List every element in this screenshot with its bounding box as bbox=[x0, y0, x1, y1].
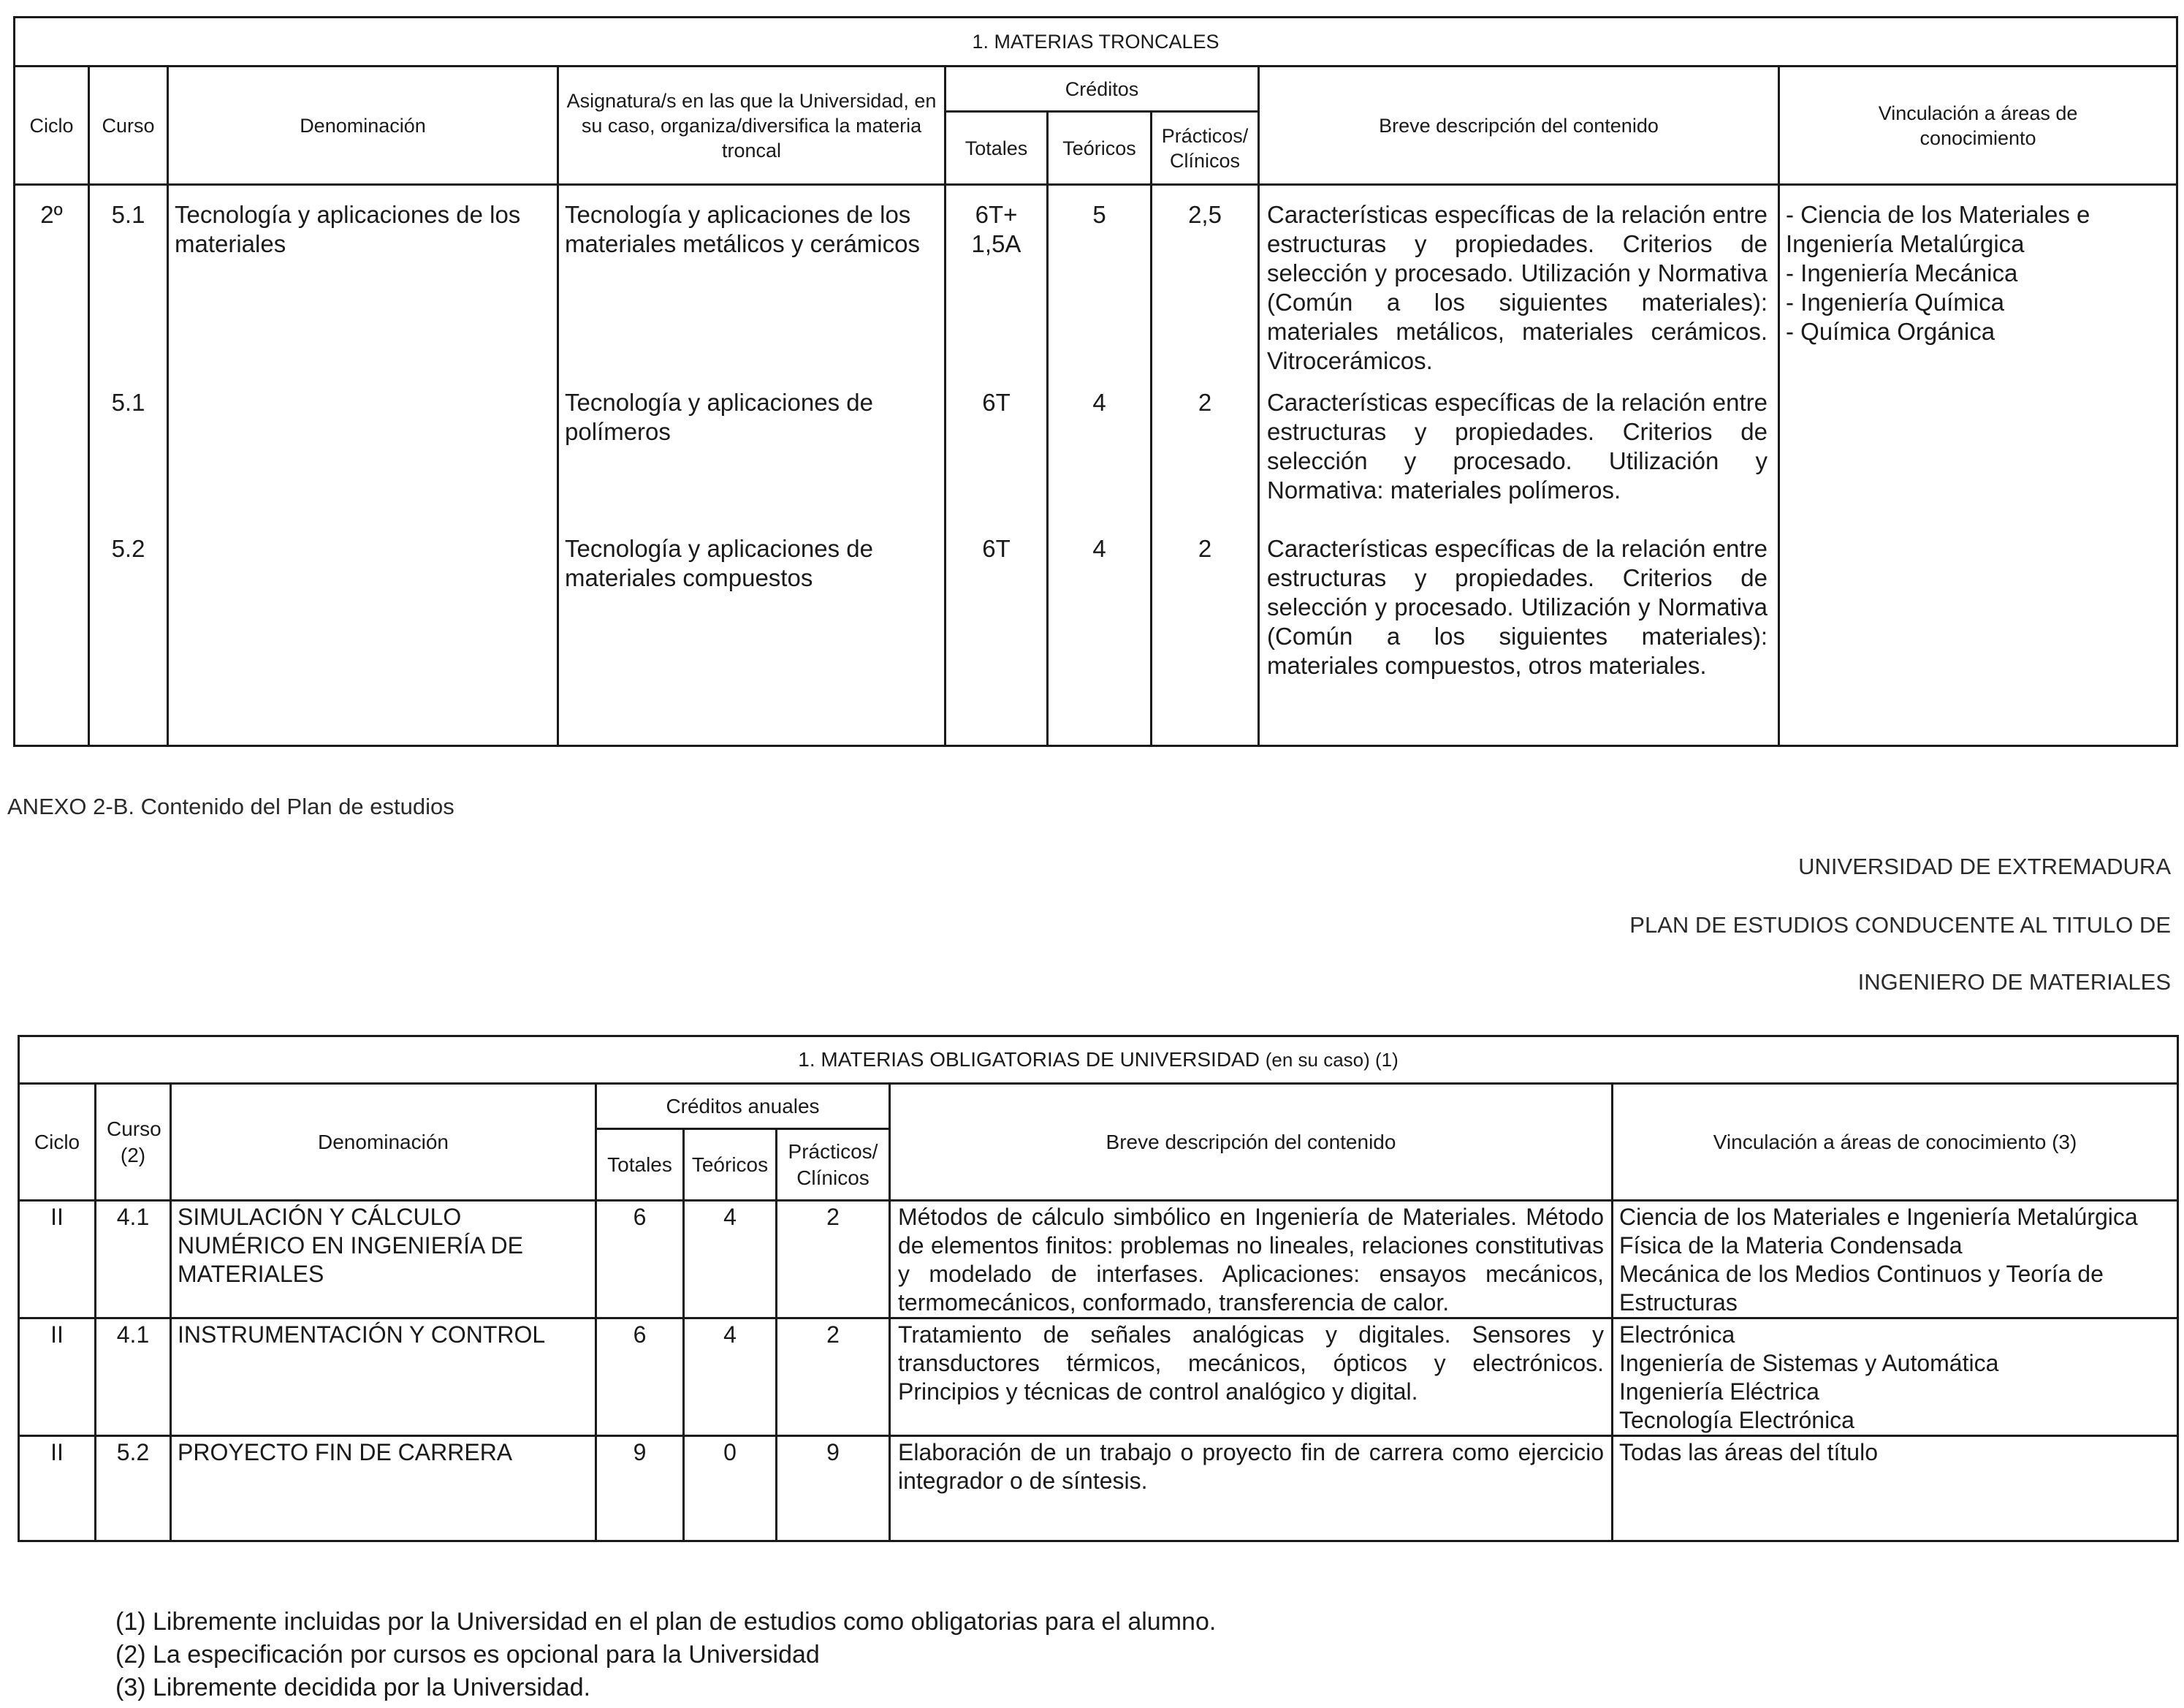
row-curso: 5.2 bbox=[96, 1436, 171, 1541]
row-denominacion bbox=[168, 388, 558, 534]
area-item: Todas las áreas del título bbox=[1619, 1439, 1878, 1465]
totales-line: 6T bbox=[982, 534, 1011, 562]
area-item: - Química Orgánica bbox=[1786, 318, 1995, 345]
header-descripcion: Breve descripción del contenido bbox=[1259, 67, 1779, 185]
header-denominacion: Denominación bbox=[171, 1084, 596, 1201]
row-denominacion: Tecnología y aplicaciones de los materiales bbox=[168, 185, 558, 388]
totales-line: 6T bbox=[982, 388, 1011, 416]
row-teoricos: 4 bbox=[1048, 534, 1152, 746]
table-row bbox=[15, 388, 2177, 534]
header-vinculacion: Vinculación a áreas de conocimiento bbox=[1779, 67, 2177, 185]
plan-title: PLAN DE ESTUDIOS CONDUCENTE AL TITULO DE bbox=[1629, 912, 2171, 938]
row-curso: 5.2 bbox=[89, 534, 168, 746]
table-row bbox=[19, 1318, 2178, 1436]
area-item: Tecnología Electrónica bbox=[1619, 1407, 1854, 1433]
row-vinculacion bbox=[1779, 185, 2177, 388]
row-totales bbox=[945, 388, 1048, 534]
row-vinculacion bbox=[1613, 1201, 2178, 1318]
totales-line: 6T+ bbox=[975, 201, 1018, 228]
row-denominacion: SIMULACIÓN Y CÁLCULO NUMÉRICO EN INGENIERÍA DE MATERIALES bbox=[171, 1201, 596, 1318]
row-descripcion: Características específicas de la relación entre estructuras y propiedades. Criterios de selección y procesado. Utilización y Normativa (Común a los siguientes materiales): materiales metálicos, materiales cerámicos. Vitrocerámicos. bbox=[1259, 185, 1779, 388]
degree-title: INGENIERO DE MATERIALES bbox=[1857, 969, 2171, 995]
row-totales bbox=[945, 534, 1048, 746]
row-totales: 6 bbox=[596, 1201, 684, 1318]
header-descripcion: Breve descripción del contenido bbox=[890, 1084, 1613, 1201]
header-curso: Curso (2) bbox=[96, 1084, 171, 1201]
area-item: Ingeniería Eléctrica bbox=[1619, 1378, 1819, 1405]
header-denominacion: Denominación bbox=[168, 67, 558, 185]
footnote-1: (1) Libremente incluidas por la Universidad en el plan de estudios como obligatorias para el alumno. bbox=[115, 1608, 1217, 1636]
row-vinculacion bbox=[1613, 1436, 2178, 1541]
materias-troncales-table bbox=[13, 16, 2178, 747]
row-teoricos: 0 bbox=[684, 1436, 777, 1541]
table-row bbox=[19, 1201, 2178, 1318]
table2-title bbox=[19, 1036, 2178, 1084]
header-totales: Totales bbox=[596, 1129, 684, 1201]
header-teoricos: Teóricos bbox=[1048, 112, 1152, 185]
row-practicos: 9 bbox=[777, 1436, 890, 1541]
row-descripcion: Características específicas de la relación entre estructuras y propiedades. Criterios de selección y procesado. Utilización y Normativa: materiales polímeros. bbox=[1259, 388, 1779, 534]
header-curso: Curso bbox=[89, 67, 168, 185]
materias-obligatorias-table bbox=[18, 1035, 2179, 1542]
row-asignatura: Tecnología y aplicaciones de los materiales metálicos y cerámicos bbox=[558, 185, 945, 388]
row-ciclo: II bbox=[19, 1436, 96, 1541]
header-totales: Totales bbox=[945, 112, 1048, 185]
row-vinculacion bbox=[1779, 534, 2177, 746]
row-descripcion: Tratamiento de señales analógicas y digitales. Sensores y transductores térmicos, mecánicos, ópticos y electrónicos. Principios y técnicas de control analógico y digital. bbox=[890, 1318, 1613, 1436]
row-practicos: 2,5 bbox=[1152, 185, 1259, 388]
row-totales bbox=[945, 185, 1048, 388]
header-practicos: Prácticos/ Clínicos bbox=[1152, 112, 1259, 185]
row-vinculacion bbox=[1613, 1318, 2178, 1436]
row-practicos: 2 bbox=[1152, 534, 1259, 746]
area-item: Física de la Materia Condensada bbox=[1619, 1232, 1963, 1259]
table-row bbox=[19, 1436, 2178, 1541]
row-asignatura: Tecnología y aplicaciones de materiales compuestos bbox=[558, 534, 945, 746]
area-item: Electrónica bbox=[1619, 1321, 1735, 1348]
table-row bbox=[15, 534, 2177, 746]
area-item: Ciencia de los Materiales e Ingeniería Metalúrgica bbox=[1619, 1204, 2138, 1230]
row-ciclo bbox=[15, 534, 89, 746]
row-teoricos: 4 bbox=[1048, 388, 1152, 534]
header-creditos-anuales: Créditos anuales bbox=[596, 1084, 890, 1129]
row-teoricos: 5 bbox=[1048, 185, 1152, 388]
area-item: - Ingeniería Mecánica bbox=[1786, 259, 2018, 286]
table1-title: 1. MATERIAS TRONCALES bbox=[15, 18, 2177, 67]
annex-label: ANEXO 2-B. Contenido del Plan de estudios bbox=[7, 794, 454, 819]
row-asignatura: Tecnología y aplicaciones de polímeros bbox=[558, 388, 945, 534]
table2-title-suffix: (en su caso) (1) bbox=[1265, 1049, 1399, 1071]
row-descripcion: Métodos de cálculo simbólico en Ingeniería de Materiales. Método de elementos finitos: problemas no lineales, relaciones constitutivas y modelado de interfases. Aplicaciones: ensayos mecánicos, termomecánicos, conformado, transferencia de calor. bbox=[890, 1201, 1613, 1318]
row-ciclo: II bbox=[19, 1201, 96, 1318]
area-item: Ingeniería de Sistemas y Automática bbox=[1619, 1350, 1999, 1376]
header-vinculacion: Vinculación a áreas de conocimiento (3) bbox=[1613, 1084, 2178, 1201]
area-item: Mecánica de los Medios Continuos y Teoría de Estructuras bbox=[1619, 1261, 2104, 1316]
footnote-3: (3) Libremente decidida por la Universidad. bbox=[115, 1674, 591, 1701]
header-creditos: Créditos bbox=[945, 67, 1259, 112]
row-descripcion: Elaboración de un trabajo o proyecto fin de carrera como ejercicio integrador o de síntesis. bbox=[890, 1436, 1613, 1541]
row-denominacion: PROYECTO FIN DE CARRERA bbox=[171, 1436, 596, 1541]
header-asignaturas: Asignatura/s en las que la Universidad, en su caso, organiza/diversifica la materia troncal bbox=[558, 67, 945, 185]
row-practicos: 2 bbox=[1152, 388, 1259, 534]
row-curso: 4.1 bbox=[96, 1201, 171, 1318]
header-practicos: Prácticos/ Clínicos bbox=[777, 1129, 890, 1201]
header-ciclo: Ciclo bbox=[15, 67, 89, 185]
row-ciclo: II bbox=[19, 1318, 96, 1436]
row-vinculacion bbox=[1779, 388, 2177, 534]
header-teoricos: Teóricos bbox=[684, 1129, 777, 1201]
row-curso: 4.1 bbox=[96, 1318, 171, 1436]
row-practicos: 2 bbox=[777, 1201, 890, 1318]
area-item: - Ingeniería Química bbox=[1786, 289, 2004, 316]
row-denominacion: INSTRUMENTACIÓN Y CONTROL bbox=[171, 1318, 596, 1436]
footnote-2: (2) La especificación por cursos es opcional para la Universidad bbox=[115, 1641, 820, 1669]
row-teoricos: 4 bbox=[684, 1201, 777, 1318]
row-ciclo: 2º bbox=[15, 185, 89, 388]
row-curso: 5.1 bbox=[89, 185, 168, 388]
row-teoricos: 4 bbox=[684, 1318, 777, 1436]
row-totales: 6 bbox=[596, 1318, 684, 1436]
row-practicos: 2 bbox=[777, 1318, 890, 1436]
row-denominacion bbox=[168, 534, 558, 746]
table-row bbox=[15, 185, 2177, 388]
row-curso: 5.1 bbox=[89, 388, 168, 534]
totales-line: 1,5A bbox=[971, 230, 1021, 257]
university-name: UNIVERSIDAD DE EXTREMADURA bbox=[1798, 854, 2171, 879]
row-ciclo bbox=[15, 388, 89, 534]
row-totales: 9 bbox=[596, 1436, 684, 1541]
area-item: - Ciencia de los Materiales e Ingeniería Metalúrgica bbox=[1786, 201, 2090, 257]
table2-title-main: 1. MATERIAS OBLIGATORIAS DE UNIVERSIDAD bbox=[798, 1048, 1260, 1071]
header-ciclo: Ciclo bbox=[19, 1084, 96, 1201]
row-descripcion: Características específicas de la relación entre estructuras y propiedades. Criterios de selección y procesado. Utilización y Normativa (Común a los siguientes materiales): materiales compuestos, otros materiales. bbox=[1259, 534, 1779, 746]
